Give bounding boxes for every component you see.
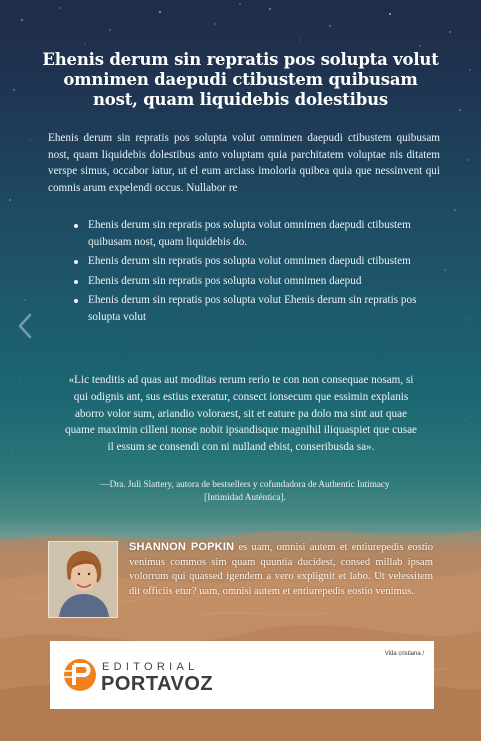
bullet-item: Ehenis derum sin repratis pos solupta volut omnimen daepudi ctibustem quibusam nost, quam liquidebis do.: [74, 217, 424, 250]
bullet-item: Ehenis derum sin repratis pos solupta volut omnimen daepudi ctibustem: [74, 253, 424, 270]
category-label: Vida cristiana /: [384, 651, 424, 657]
bullet-item: Ehenis derum sin repratis pos solupta volut Ehenis derum sin repratis pos solupta volut: [74, 292, 424, 325]
portavoz-logo-icon: [62, 657, 98, 693]
intro-paragraph: Ehenis derum sin repratis pos solupta volut omnimen daepudi ctibustem quibusam nost, quam liquidebis dolestibus anto voluptam quia parchitatem voluptae nis ditatem verspe simus, occabor iatur, ut el eum arciass imoloria quibea quia que nessinvent qui comnis arum expelendi occus. Nullabor re: [48, 132, 440, 194]
publisher-name-top: EDITORIAL: [102, 661, 199, 673]
author-bio-text: es uam, omnisi autem et entiurepedis eostio venimus commos sim quam quuntia ducidest, consed millab ipsam volorrum qui quassed igendem a vero explignit et labo. Ut velessitem dit officiis etur? uam, omnisi autem et entiurepedis eostio venimus.: [129, 542, 433, 597]
back-cover-headline: Ehenis derum sin repratis pos solupta volut omnimen daepudi ctibustem quibusam nost, quam liquidebis dolestibus: [42, 50, 439, 109]
author-photo: [48, 541, 118, 618]
publisher-panel: [50, 641, 434, 709]
author-bio: [129, 540, 433, 599]
endorsement-quote: «Lic tenditis ad quas aut moditas rerum rerio te con non consequae nosam, si qui odignis ant, sus estius exeratur, consect ionsecum que essimin explanis aborro volor sum, ariandio voloraest, sit et eature pa dolo ma sint aut quae quame maximin cilleni nonse nobit ipsandisque magnihil iliquaspiet que cusae il essum se consendi con ni nulland ebist, conseribusda sa».: [64, 374, 418, 454]
author-name: SHANNON POPKIN: [129, 541, 235, 553]
author-portrait-icon: [49, 542, 117, 617]
bullet-list: [74, 217, 424, 329]
publisher-name-bottom: PORTAVOZ: [101, 673, 214, 695]
quote-attribution: —Dra. Juli Slattery, autora de bestsellers y cofundadora de Authentic Intimacy [Intimidad Auténtica].: [100, 479, 390, 503]
chevron-left-icon[interactable]: [16, 312, 34, 340]
bullet-item: Ehenis derum sin repratis pos solupta volut omnimen daepud: [74, 273, 424, 290]
